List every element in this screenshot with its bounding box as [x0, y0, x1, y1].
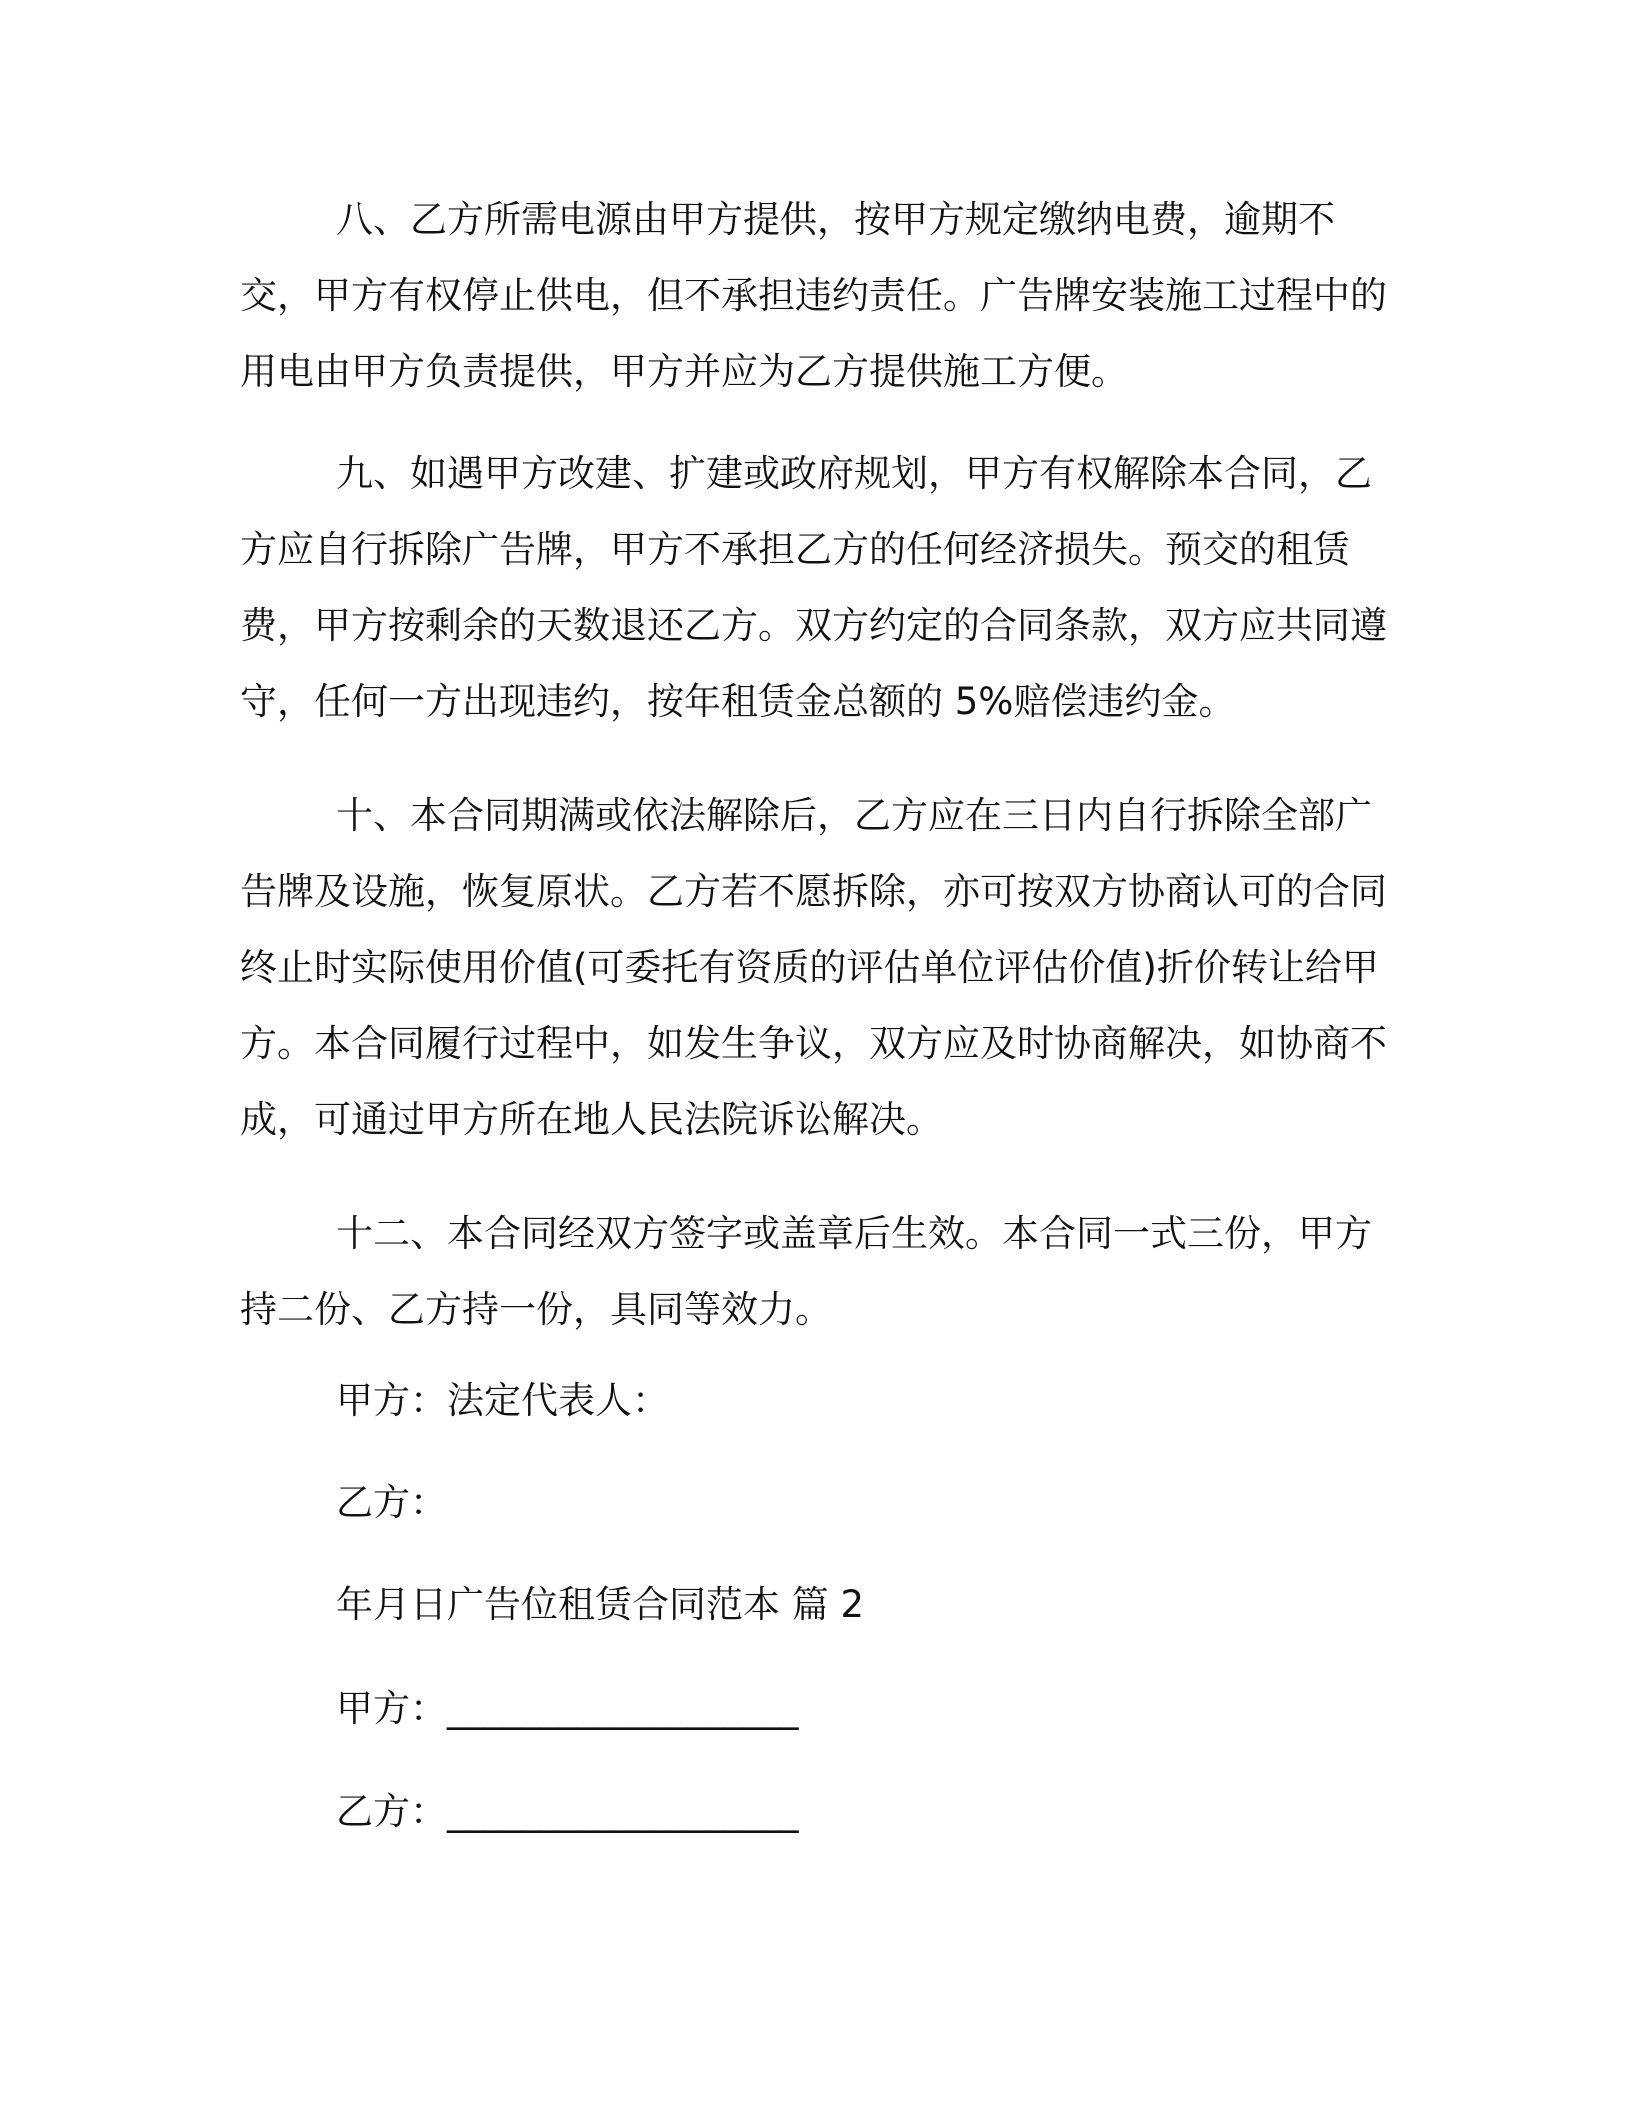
clause-10-paragraph: 十、本合同期满或依法解除后，乙方应在三日内自行拆除全部广告牌及设施，恢复原状。乙方若不愿拆除，亦可按双方协商认可的合同终止时实际使用价值(可委托有资质的评估单位评估价值)折价转让给甲方。本合同履行过程中，如发生争议，双方应及时协商解决，如协商不成，可通过甲方所在地人民法院诉讼解决。 [240, 794, 1387, 1141]
section-heading: 年月日广告位租赁合同范本 篇 2 [336, 1583, 865, 1626]
party-a-fill-line: 甲方：___________________ [336, 1687, 799, 1730]
clause-12-paragraph: 十二、本合同经双方签字或盖章后生效。本合同一式三份，甲方持二份、乙方持一份，具同等效力。 [240, 1212, 1372, 1331]
party-b-fill-line: 乙方：___________________ [336, 1790, 799, 1833]
clause-9-paragraph: 九、如遇甲方改建、扩建或政府规划，甲方有权解除本合同，乙方应自行拆除广告牌，甲方不承担乙方的任何经济损失。预交的租赁费，甲方按剩余的天数退还乙方。双方约定的合同条款，双方应共同遵守，任何一方出现违约，按年租赁金总额的 5%赔偿违约金。 [240, 452, 1387, 723]
clause-8-paragraph: 八、乙方所需电源由甲方提供，按甲方规定缴纳电费，逾期不交，甲方有权停止供电，但不承担违约责任。广告牌安装施工过程中的用电由甲方负责提供，甲方并应为乙方提供施工方便。 [240, 198, 1387, 393]
party-b-signature-line: 乙方： [336, 1481, 447, 1524]
party-a-signature-line: 甲方：法定代表人： [336, 1379, 669, 1422]
